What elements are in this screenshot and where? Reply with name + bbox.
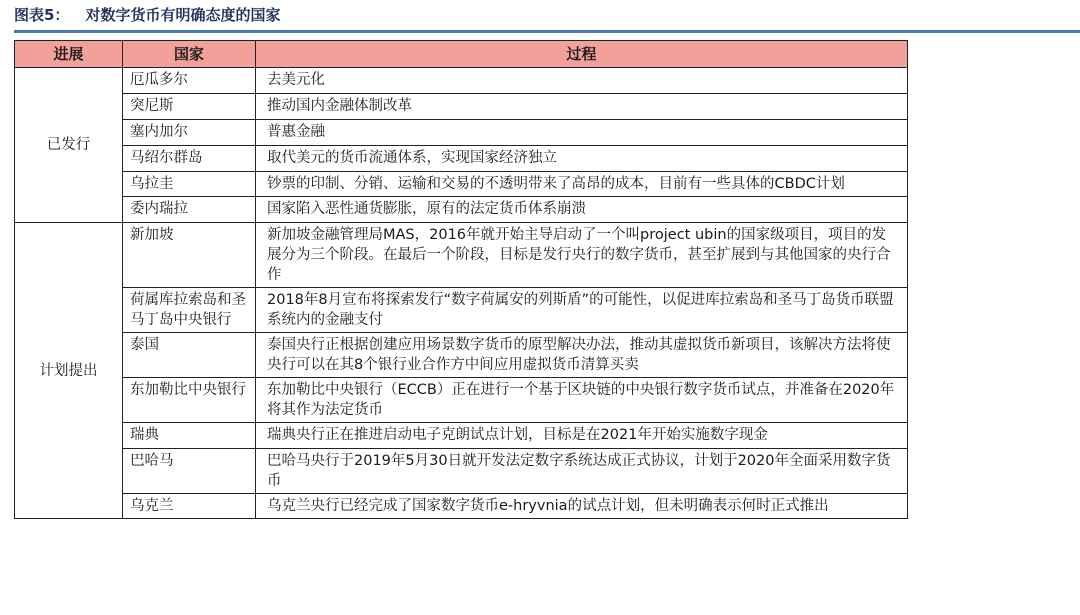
process-cell: 乌克兰央行已经完成了国家数字货币e-hryvnia的试点计划，但未明确表示何时正式推出 bbox=[256, 494, 908, 519]
table-row bbox=[15, 146, 908, 172]
process-cell: 钞票的印制、分销、运输和交易的不透明带来了高昂的成本，目前有一些具体的CBDC计划 bbox=[256, 172, 908, 197]
process-cell: 推动国内金融体制改革 bbox=[256, 94, 908, 120]
country-cell: 瑞典 bbox=[123, 423, 256, 449]
country-cell: 乌拉圭 bbox=[123, 172, 256, 197]
stage-cell-issued: 已发行 bbox=[15, 68, 123, 223]
table-row bbox=[15, 223, 908, 288]
process-cell: 普惠金融 bbox=[256, 120, 908, 146]
country-cell: 厄瓜多尔 bbox=[123, 68, 256, 94]
process-cell: 巴哈马央行于2019年5月30日就开发法定数字系统达成正式协议，计划于2020年全面采用数字货币 bbox=[256, 449, 908, 494]
header-country: 国家 bbox=[123, 41, 256, 68]
table-row bbox=[15, 94, 908, 120]
header-process: 过程 bbox=[256, 41, 908, 68]
title-divider bbox=[14, 30, 1080, 33]
table-row bbox=[15, 333, 908, 378]
country-cell: 乌克兰 bbox=[123, 494, 256, 519]
figure-caption: 对数字货币有明确态度的国家 bbox=[85, 6, 281, 24]
country-cell: 马绍尔群岛 bbox=[123, 146, 256, 172]
countries-table bbox=[14, 40, 908, 519]
table-row bbox=[15, 120, 908, 146]
figure-title bbox=[14, 4, 280, 26]
country-cell: 荷属库拉索岛和圣马丁岛中央银行 bbox=[123, 288, 256, 333]
table-row bbox=[15, 378, 908, 423]
country-cell: 委内瑞拉 bbox=[123, 197, 256, 223]
country-cell: 巴哈马 bbox=[123, 449, 256, 494]
process-cell: 取代美元的货币流通体系，实现国家经济独立 bbox=[256, 146, 908, 172]
process-cell: 2018年8月宣布将探索发行“数字荷属安的列斯盾”的可能性，以促进库拉索岛和圣马丁岛货币联盟系统内的金融支付 bbox=[256, 288, 908, 333]
table-row bbox=[15, 288, 908, 333]
stage-cell-planned: 计划提出 bbox=[15, 223, 123, 519]
table-row bbox=[15, 68, 908, 94]
country-cell: 泰国 bbox=[123, 333, 256, 378]
table-row bbox=[15, 197, 908, 223]
country-cell: 东加勒比中央银行 bbox=[123, 378, 256, 423]
table-row bbox=[15, 449, 908, 494]
table-header-row bbox=[15, 41, 908, 68]
country-cell: 突尼斯 bbox=[123, 94, 256, 120]
process-cell: 国家陷入恶性通货膨胀，原有的法定货币体系崩溃 bbox=[256, 197, 908, 223]
header-stage: 进展 bbox=[15, 41, 123, 68]
process-cell: 去美元化 bbox=[256, 68, 908, 94]
process-cell: 东加勒比中央银行（ECCB）正在进行一个基于区块链的中央银行数字货币试点，并准备在2020年将其作为法定货币 bbox=[256, 378, 908, 423]
country-cell: 塞内加尔 bbox=[123, 120, 256, 146]
country-cell: 新加坡 bbox=[123, 223, 256, 288]
process-cell: 瑞典央行正在推进启动电子克朗试点计划，目标是在2021年开始实施数字现金 bbox=[256, 423, 908, 449]
table-row bbox=[15, 494, 908, 519]
process-cell: 泰国央行正根据创建应用场景数字货币的原型解决办法，推动其虚拟货币新项目，该解决方法将使央行可以在其8个银行业合作方中间应用虚拟货币清算买卖 bbox=[256, 333, 908, 378]
table-row bbox=[15, 423, 908, 449]
figure-label: 图表5： bbox=[14, 6, 70, 24]
process-cell: 新加坡金融管理局MAS，2016年就开始主导启动了一个叫project ubin的国家级项目，项目的发展分为三个阶段。在最后一个阶段，目标是发行央行的数字货币，甚至扩展到与其他国家的央行合作 bbox=[256, 223, 908, 288]
table-row bbox=[15, 172, 908, 197]
